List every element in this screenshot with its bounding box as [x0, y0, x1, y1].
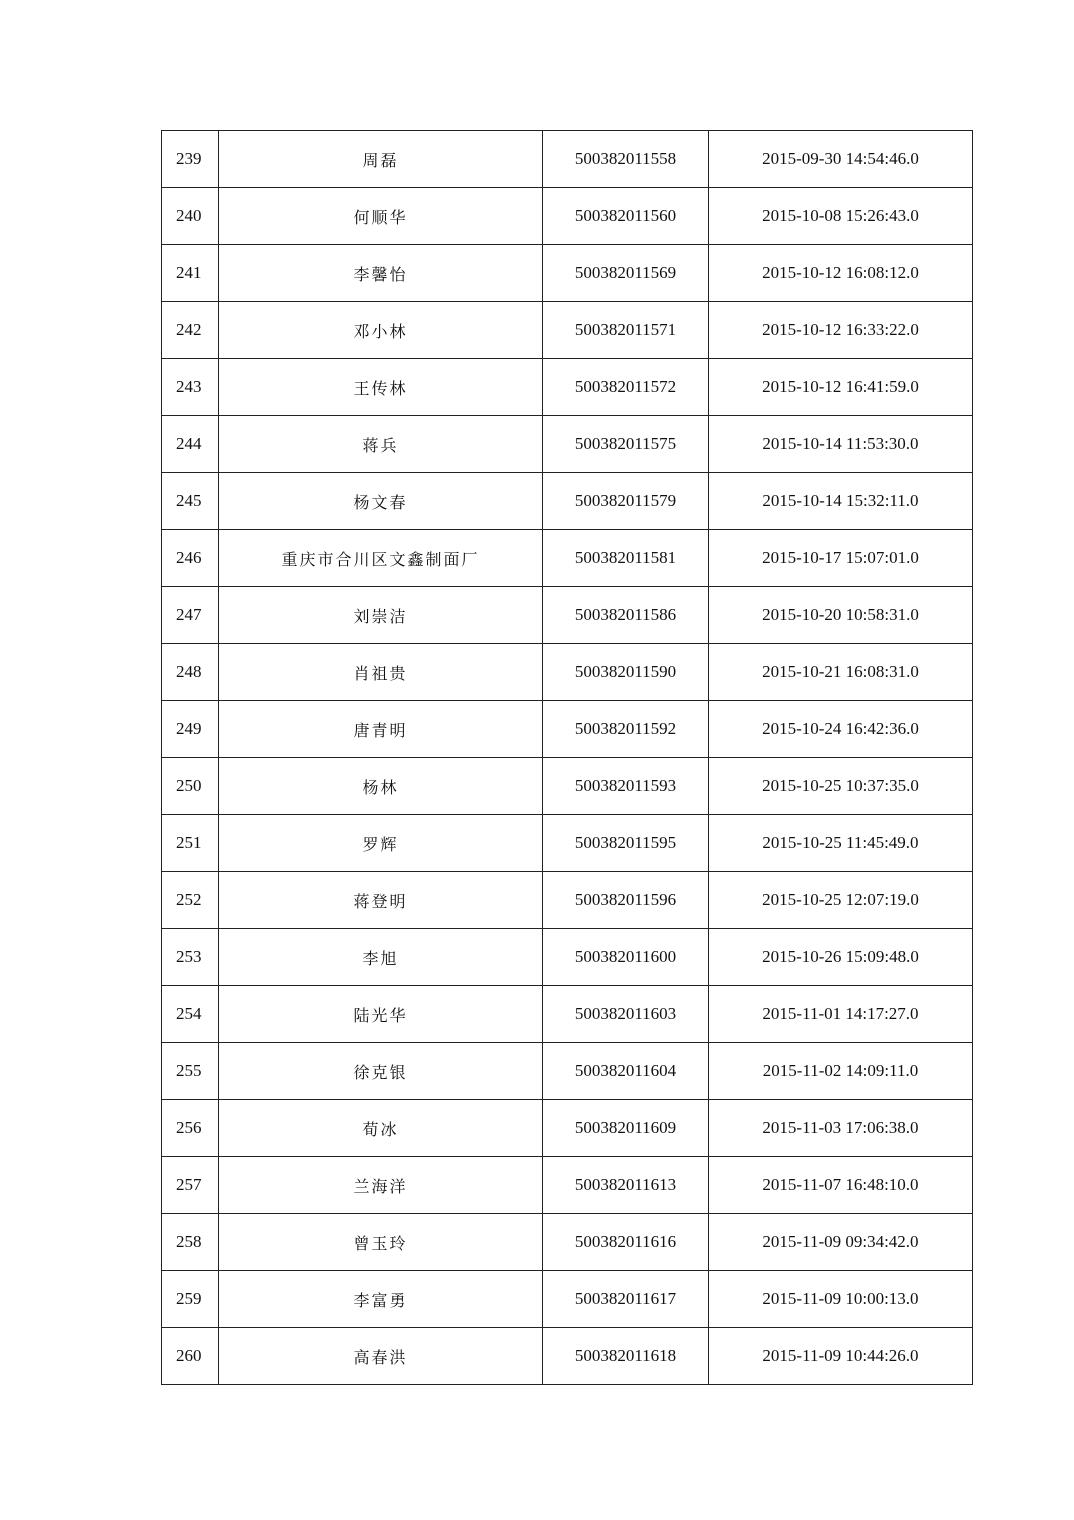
- entity-name: 李馨怡: [219, 245, 543, 302]
- entity-name: 周磊: [219, 131, 543, 188]
- registration-code: 500382011558: [543, 131, 709, 188]
- timestamp: 2015-10-12 16:08:12.0: [709, 245, 973, 302]
- table-row: [162, 872, 973, 929]
- registration-code: 500382011604: [543, 1043, 709, 1100]
- table-row: [162, 587, 973, 644]
- table-row: [162, 530, 973, 587]
- entity-name: 罗辉: [219, 815, 543, 872]
- timestamp: 2015-09-30 14:54:46.0: [709, 131, 973, 188]
- table-row: [162, 758, 973, 815]
- entity-name: 王传林: [219, 359, 543, 416]
- table-row: [162, 1043, 973, 1100]
- row-number: 260: [162, 1328, 219, 1385]
- records-table-body: [162, 131, 973, 1385]
- table-row: [162, 473, 973, 530]
- table-row: [162, 1328, 973, 1385]
- table-row: [162, 929, 973, 986]
- registration-code: 500382011595: [543, 815, 709, 872]
- timestamp: 2015-10-25 10:37:35.0: [709, 758, 973, 815]
- row-number: 250: [162, 758, 219, 815]
- registration-code: 500382011590: [543, 644, 709, 701]
- table-row: [162, 1157, 973, 1214]
- table-row: [162, 644, 973, 701]
- table-row: [162, 1214, 973, 1271]
- timestamp: 2015-11-03 17:06:38.0: [709, 1100, 973, 1157]
- row-number: 239: [162, 131, 219, 188]
- row-number: 251: [162, 815, 219, 872]
- timestamp: 2015-11-01 14:17:27.0: [709, 986, 973, 1043]
- registration-code: 500382011617: [543, 1271, 709, 1328]
- timestamp: 2015-10-24 16:42:36.0: [709, 701, 973, 758]
- table-row: [162, 302, 973, 359]
- entity-name: 邓小林: [219, 302, 543, 359]
- registration-code: 500382011575: [543, 416, 709, 473]
- registration-code: 500382011609: [543, 1100, 709, 1157]
- table-row: [162, 245, 973, 302]
- registration-code: 500382011603: [543, 986, 709, 1043]
- entity-name: 徐克银: [219, 1043, 543, 1100]
- table-row: [162, 188, 973, 245]
- entity-name: 唐青明: [219, 701, 543, 758]
- entity-name: 蒋兵: [219, 416, 543, 473]
- row-number: 241: [162, 245, 219, 302]
- timestamp: 2015-10-26 15:09:48.0: [709, 929, 973, 986]
- entity-name: 杨文春: [219, 473, 543, 530]
- registration-code: 500382011593: [543, 758, 709, 815]
- row-number: 252: [162, 872, 219, 929]
- row-number: 254: [162, 986, 219, 1043]
- entity-name: 刘崇洁: [219, 587, 543, 644]
- registration-code: 500382011600: [543, 929, 709, 986]
- row-number: 253: [162, 929, 219, 986]
- entity-name: 李富勇: [219, 1271, 543, 1328]
- registration-code: 500382011616: [543, 1214, 709, 1271]
- registration-code: 500382011618: [543, 1328, 709, 1385]
- table-row: [162, 359, 973, 416]
- timestamp: 2015-10-12 16:33:22.0: [709, 302, 973, 359]
- row-number: 258: [162, 1214, 219, 1271]
- entity-name: 兰海洋: [219, 1157, 543, 1214]
- timestamp: 2015-10-17 15:07:01.0: [709, 530, 973, 587]
- registration-code: 500382011613: [543, 1157, 709, 1214]
- timestamp: 2015-10-20 10:58:31.0: [709, 587, 973, 644]
- entity-name: 肖祖贵: [219, 644, 543, 701]
- row-number: 257: [162, 1157, 219, 1214]
- row-number: 242: [162, 302, 219, 359]
- row-number: 246: [162, 530, 219, 587]
- entity-name: 杨林: [219, 758, 543, 815]
- entity-name: 高春洪: [219, 1328, 543, 1385]
- table-row: [162, 986, 973, 1043]
- registration-code: 500382011581: [543, 530, 709, 587]
- entity-name: 何顺华: [219, 188, 543, 245]
- registration-code: 500382011579: [543, 473, 709, 530]
- row-number: 244: [162, 416, 219, 473]
- row-number: 255: [162, 1043, 219, 1100]
- records-table: [161, 130, 973, 1385]
- table-row: [162, 1271, 973, 1328]
- entity-name: 李旭: [219, 929, 543, 986]
- table-row: [162, 1100, 973, 1157]
- registration-code: 500382011571: [543, 302, 709, 359]
- entity-name: 蒋登明: [219, 872, 543, 929]
- table-row: [162, 815, 973, 872]
- timestamp: 2015-10-12 16:41:59.0: [709, 359, 973, 416]
- row-number: 249: [162, 701, 219, 758]
- timestamp: 2015-11-02 14:09:11.0: [709, 1043, 973, 1100]
- timestamp: 2015-11-07 16:48:10.0: [709, 1157, 973, 1214]
- timestamp: 2015-10-14 15:32:11.0: [709, 473, 973, 530]
- registration-code: 500382011569: [543, 245, 709, 302]
- timestamp: 2015-10-25 12:07:19.0: [709, 872, 973, 929]
- timestamp: 2015-10-08 15:26:43.0: [709, 188, 973, 245]
- registration-code: 500382011572: [543, 359, 709, 416]
- row-number: 248: [162, 644, 219, 701]
- row-number: 245: [162, 473, 219, 530]
- timestamp: 2015-10-25 11:45:49.0: [709, 815, 973, 872]
- timestamp: 2015-10-21 16:08:31.0: [709, 644, 973, 701]
- registration-code: 500382011586: [543, 587, 709, 644]
- entity-name: 重庆市合川区文鑫制面厂: [219, 530, 543, 587]
- entity-name: 荀冰: [219, 1100, 543, 1157]
- timestamp: 2015-11-09 09:34:42.0: [709, 1214, 973, 1271]
- row-number: 240: [162, 188, 219, 245]
- table-row: [162, 701, 973, 758]
- row-number: 247: [162, 587, 219, 644]
- registration-code: 500382011560: [543, 188, 709, 245]
- row-number: 256: [162, 1100, 219, 1157]
- row-number: 243: [162, 359, 219, 416]
- registration-code: 500382011592: [543, 701, 709, 758]
- registration-code: 500382011596: [543, 872, 709, 929]
- entity-name: 曾玉玲: [219, 1214, 543, 1271]
- entity-name: 陆光华: [219, 986, 543, 1043]
- table-row: [162, 416, 973, 473]
- timestamp: 2015-10-14 11:53:30.0: [709, 416, 973, 473]
- table-row: [162, 131, 973, 188]
- timestamp: 2015-11-09 10:00:13.0: [709, 1271, 973, 1328]
- row-number: 259: [162, 1271, 219, 1328]
- timestamp: 2015-11-09 10:44:26.0: [709, 1328, 973, 1385]
